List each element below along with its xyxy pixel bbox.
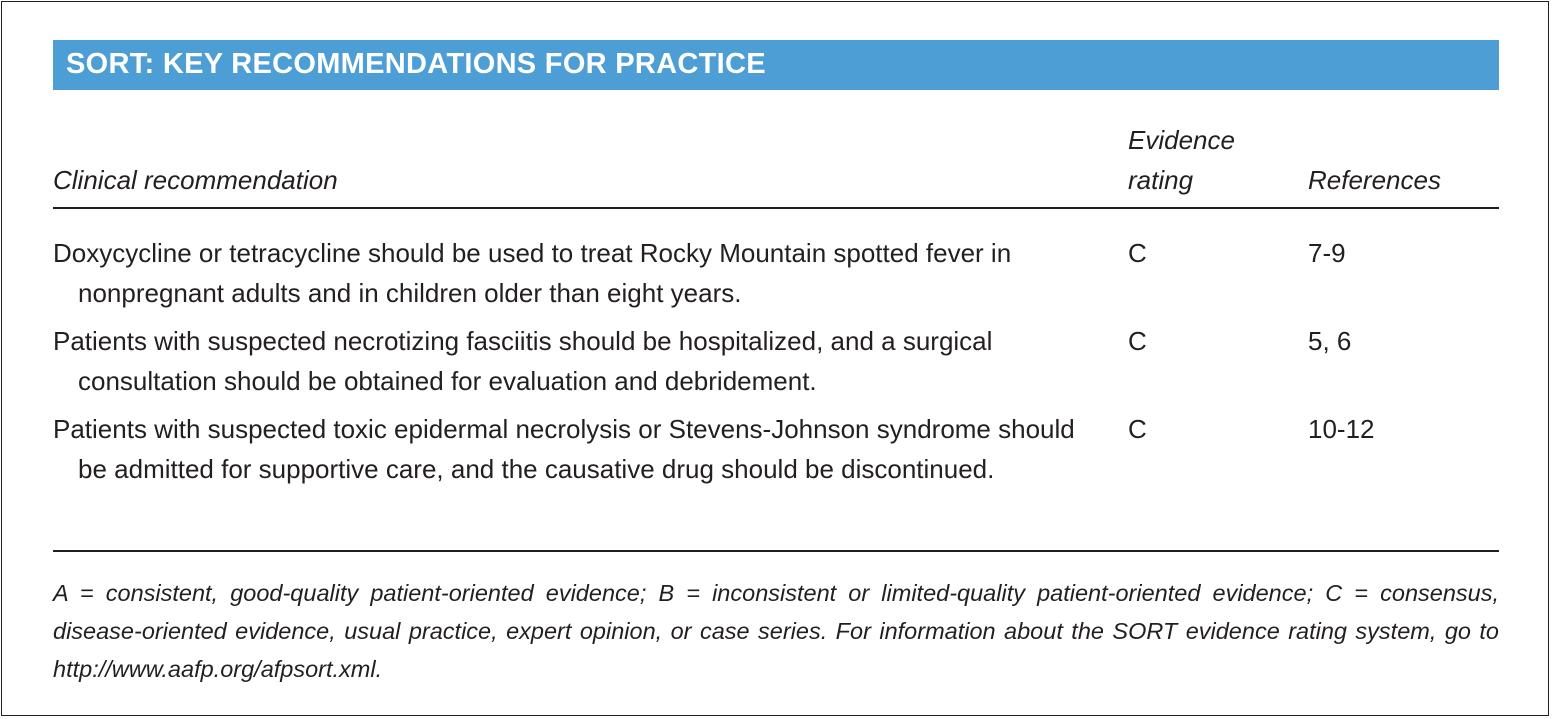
references-cell: 5, 6 — [1308, 326, 1352, 356]
recommendation-cell: Patients with suspected toxic epidermal necrolysis or Stevens-Johnson syndrome should be admitted for supportive care, and the causative drug should be discontinued. — [53, 414, 1075, 484]
table-title: SORT: KEY RECOMMENDATIONS FOR PRACTICE — [66, 48, 766, 80]
evidence-rating-cell: C — [1128, 326, 1147, 356]
evidence-footnote: A = consistent, good-quality patient-oriented evidence; B = inconsistent or limited-quality patient-oriented evidence; C = consensus, disease-oriented evidence, usual practice, expert opinion, or case series. For information about the SORT evidence rating system, go to http://www.aafp.org/afpsort.xml. — [53, 580, 1499, 682]
references-cell: 10-12 — [1308, 414, 1375, 444]
recommendation-cell: Doxycycline or tetracycline should be used to treat Rocky Mountain spotted fever in nonpregnant adults and in children older than eight years. — [53, 238, 1012, 308]
header-divider — [53, 207, 1499, 209]
column-header-evidence-rating — [1128, 120, 1235, 200]
column-header-recommendation: Clinical recommendation — [53, 165, 338, 195]
column-header-evidence-line1: Evidence — [1128, 125, 1235, 155]
evidence-rating-cell: C — [1128, 414, 1147, 444]
table-title-banner — [53, 40, 1499, 90]
column-header-references: References — [1308, 165, 1441, 195]
references-cell: 7-9 — [1308, 238, 1346, 268]
evidence-rating-cell: C — [1128, 238, 1147, 268]
footer-divider — [53, 550, 1499, 552]
column-header-evidence-line2: rating — [1128, 165, 1194, 195]
recommendation-cell: Patients with suspected necrotizing fasciitis should be hospitalized, and a surgical consultation should be obtained for evaluation and debridement. — [53, 326, 993, 396]
